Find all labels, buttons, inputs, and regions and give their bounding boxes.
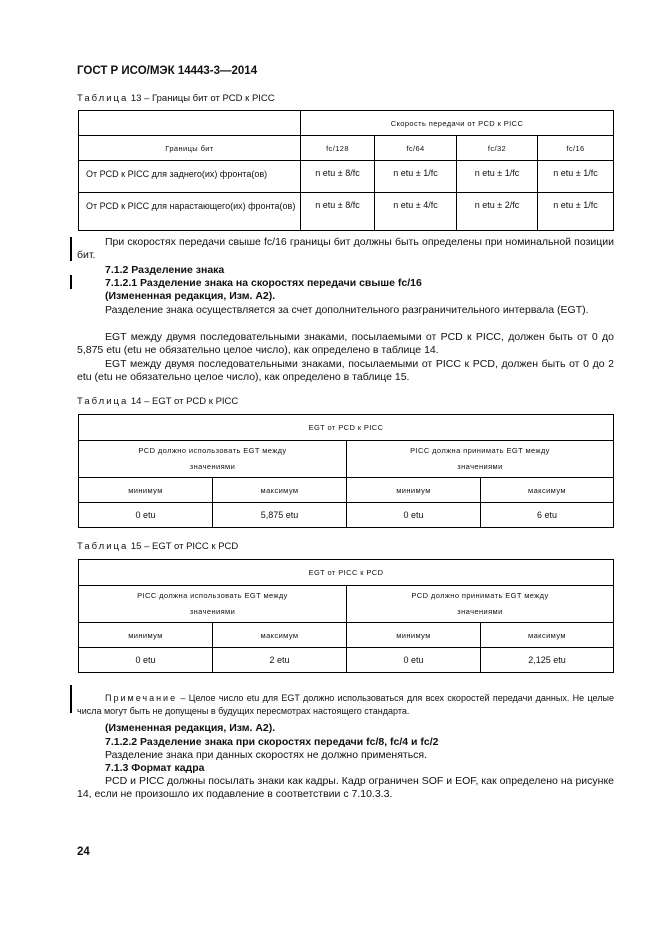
section-heading: 7.1.2.1 Разделение знака на скоростях передачи свыше fc/16 bbox=[105, 277, 422, 289]
table13-group-header: Скорость передачи от PCD к PICC bbox=[301, 111, 614, 136]
table-cell: 0 etu bbox=[79, 648, 213, 673]
table13-col: fc/16 bbox=[538, 136, 614, 161]
table-cell: 6 etu bbox=[481, 503, 614, 528]
table15-sub: максимум bbox=[481, 623, 614, 648]
table-cell: n etu ± 1/fc bbox=[538, 161, 614, 193]
change-bar bbox=[70, 237, 72, 261]
table-cell: n etu ± 1/fc bbox=[375, 161, 457, 193]
table14-sub: минимум bbox=[347, 478, 481, 503]
table13-col: fc/64 bbox=[375, 136, 457, 161]
page-number: 24 bbox=[77, 846, 90, 858]
table15-caption: Таблица 15 – EGT от PICC к PCD bbox=[77, 541, 239, 552]
table14-right-group: PICC должна принимать EGT между значениями bbox=[347, 441, 614, 478]
table15-sub: максимум bbox=[213, 623, 347, 648]
paragraph: PCD и PICC должны посылать знаки как кадры. Кадр ограничен SOF и EOF, как определено на рисунке 14, если не произошло их подавление в соответствии с 7.10.3.3. bbox=[77, 775, 614, 800]
table-cell: 0 etu bbox=[347, 648, 481, 673]
table13-row-label: От PCD к PICC для нарастающего(их) фронта(ов) bbox=[79, 193, 301, 231]
paragraph: EGT между двумя последовательными знаками, посылаемыми от PICC к PCD, должен быть от 0 до 2 etu (etu не обязательно целое число), как определено в таблице 15. bbox=[77, 358, 614, 383]
amendment-note: (Измененная редакция, Изм. А2). bbox=[105, 290, 276, 302]
table-cell: n etu ± 2/fc bbox=[457, 193, 538, 231]
table15 bbox=[78, 559, 614, 673]
table14-left-group: PCD должно использовать EGT между значениями bbox=[79, 441, 347, 478]
table15-sub: минимум bbox=[79, 623, 213, 648]
table-row bbox=[79, 503, 614, 528]
table15-title: EGT от PICC к PCD bbox=[79, 560, 614, 586]
table-cell: 0 etu bbox=[347, 503, 481, 528]
table15-sub: минимум bbox=[347, 623, 481, 648]
table-row bbox=[79, 193, 614, 231]
table13-col-label: Границы бит bbox=[79, 136, 301, 161]
table14-sub: минимум bbox=[79, 478, 213, 503]
table13-row-label: От PCD к PICC для заднего(их) фронта(ов) bbox=[79, 161, 301, 193]
table14 bbox=[78, 414, 614, 528]
change-bar bbox=[70, 275, 72, 289]
section-heading: 7.1.2 Разделение знака bbox=[105, 264, 225, 276]
table13 bbox=[78, 110, 614, 231]
table14-title: EGT от PCD к PICC bbox=[79, 415, 614, 441]
change-bar bbox=[70, 685, 72, 713]
table-cell: 5,875 etu bbox=[213, 503, 347, 528]
table13-empty-cell bbox=[79, 111, 301, 136]
table-row bbox=[79, 648, 614, 673]
table-cell: 0 etu bbox=[79, 503, 213, 528]
note-label: Примечание bbox=[105, 693, 178, 703]
table14-sub: максимум bbox=[213, 478, 347, 503]
section-heading: 7.1.2.2 Разделение знака при скоростях передачи fc/8, fc/4 и fc/2 bbox=[105, 736, 439, 748]
table-cell: 2,125 etu bbox=[481, 648, 614, 673]
table-cell: 2 etu bbox=[213, 648, 347, 673]
table13-col: fc/128 bbox=[301, 136, 375, 161]
table14-sub: максимум bbox=[481, 478, 614, 503]
section-heading: 7.1.3 Формат кадра bbox=[105, 762, 205, 774]
table15-right-group: PCD должно принимать EGT между значениями bbox=[347, 586, 614, 623]
paragraph: EGT между двумя последовательными знаками, посылаемыми от PCD к PICC, должен быть от 0 до 5,875 etu (etu не обязательно целое число), как определено в таблице 14. bbox=[77, 331, 614, 356]
table-cell: n etu ± 4/fc bbox=[375, 193, 457, 231]
table13-caption: Таблица 13 – Границы бит от PCD к PICC bbox=[77, 93, 275, 104]
table13-col: fc/32 bbox=[457, 136, 538, 161]
note bbox=[77, 692, 614, 718]
document-header: ГОСТ Р ИСО/МЭК 14443-3—2014 bbox=[77, 65, 258, 77]
amendment-note: (Измененная редакция, Изм. А2). bbox=[105, 722, 276, 734]
table-cell: n etu ± 8/fc bbox=[301, 161, 375, 193]
table-cell: n etu ± 8/fc bbox=[301, 193, 375, 231]
paragraph: Разделение знака при данных скоростях не должно применяться. bbox=[105, 749, 428, 761]
table-row bbox=[79, 161, 614, 193]
table14-caption: Таблица 14 – EGT от PCD к PICC bbox=[77, 396, 239, 407]
paragraph: При скоростях передачи свыше fc/16 границы бит должны быть определены при номинальной позиции бит. bbox=[77, 236, 614, 261]
paragraph: Разделение знака осуществляется за счет дополнительного разграничительного интервала (EGT). bbox=[105, 304, 589, 316]
note-text: – Целое число etu для EGT должно использоваться для всех скоростей передачи данных. Не целые числа могут быть не допущены в будущих пересмотрах настоящего стандарта. bbox=[77, 693, 614, 716]
table15-left-group: PICC должна использовать EGT между значениями bbox=[79, 586, 347, 623]
table-cell: n etu ± 1/fc bbox=[457, 161, 538, 193]
table-cell: n etu ± 1/fc bbox=[538, 193, 614, 231]
